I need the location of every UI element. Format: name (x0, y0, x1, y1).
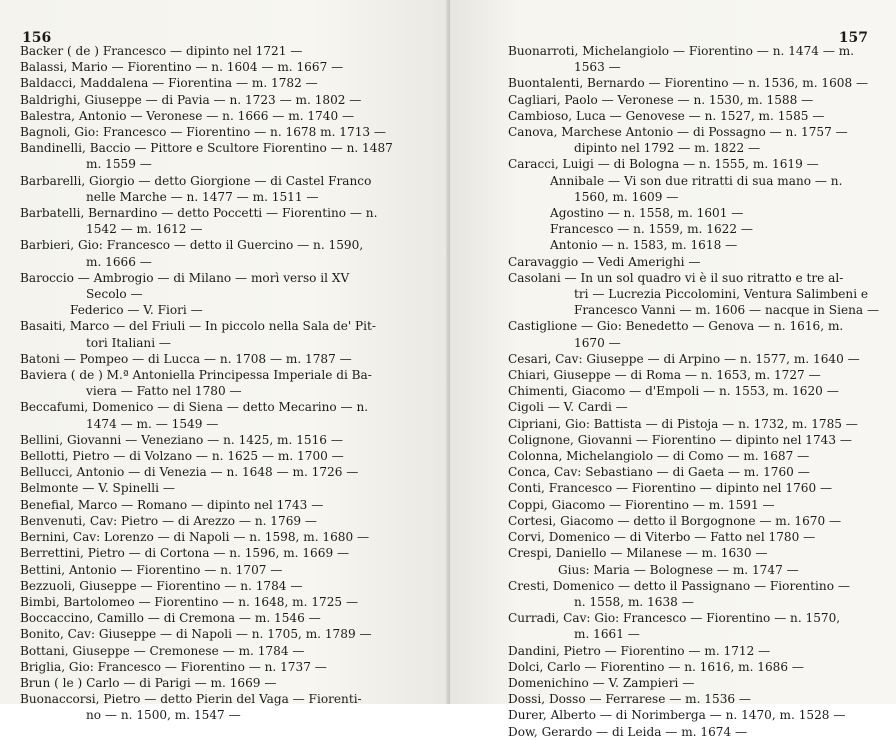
entry-line: Bandinelli, Baccio — Pittore e Scultore Fiorentino — n. 1487 (20, 141, 393, 156)
index-entry (508, 124, 880, 156)
index-entry (508, 497, 880, 513)
entry-line: Bettini, Antonio — Fiorentino — n. 1707 — (20, 562, 283, 577)
index-entry (508, 399, 880, 415)
entry-line: Dandini, Pietro — Fiorentino — m. 1712 — (508, 643, 771, 658)
index-entry (508, 643, 880, 659)
index-entry (20, 399, 368, 431)
index-entry (508, 270, 880, 319)
page-number: 156 (22, 30, 52, 46)
index-entry (508, 724, 880, 740)
entry-line: Curradi, Cav: Gio: Francesco — Fiorentino — n. 1570, (508, 611, 841, 626)
entry-continuation: no — n. 1500, m. 1547 — (86, 708, 241, 723)
entry-line: Canova, Marchese Antonio — di Possagno — n. 1757 — (508, 125, 848, 140)
entry-line: Boccaccino, Camillo — di Cremona — m. 1546 — (20, 611, 321, 626)
entry-line: Corvi, Domenico — di Viterbo — Fatto nel 1780 — (508, 530, 816, 545)
entry-line: Domenichino — V. Zampieri — (508, 675, 695, 690)
entry-continuation: 1563 — (574, 60, 621, 75)
index-entry (20, 92, 368, 108)
entry-line: Caravaggio — Vedi Amerighi — (508, 254, 701, 269)
index-entry (20, 205, 378, 237)
right-page (450, 0, 896, 739)
entry-line: Bottani, Giuseppe — Cremonese — m. 1784 — (20, 643, 305, 658)
index-entry (20, 140, 393, 172)
entry-line: Balestra, Antonio — Veronese — n. 1666 — m. 1740 — (20, 108, 355, 123)
entry-line: Barbieri, Gio: Francesco — detto il Guercino — n. 1590, (20, 238, 364, 253)
entry-continuation: dipinto nel 1792 — m. 1822 — (574, 141, 761, 156)
index-entry (508, 464, 880, 480)
index-entry (508, 545, 880, 561)
entry-line: Baldacci, Maddalena — Fiorentina — m. 1782 — (20, 76, 318, 91)
index-entry (20, 675, 368, 691)
entry-line: Backer ( de ) Francesco — dipinto nel 1721 — (20, 44, 303, 58)
entry-line: Barbarelli, Giorgio — detto Giorgione — di Castel Franco (20, 173, 372, 188)
entry-continuation: 1670 — (574, 335, 621, 350)
entry-line: Dow, Gerardo — di Leida — m. 1674 — (508, 724, 748, 739)
entry-line: Chimenti, Giacomo — d'Empoli — n. 1553, m. 1620 — (508, 384, 839, 399)
entry-line: Annibale — Vi son due ritratti di sua mano — n. (550, 173, 843, 188)
entry-line: Castiglione — Gio: Benedetto — Genova — n. 1616, m. (508, 319, 844, 334)
index-entry (20, 643, 368, 659)
index-entry (20, 497, 368, 513)
index-entry (508, 480, 880, 496)
entry-line: Cambioso, Luca — Genovese — n. 1527, m. 1585 — (508, 108, 825, 123)
index-entry (508, 254, 880, 270)
entry-line: Benvenuti, Cav: Pietro — di Arezzo — n. 1769 — (20, 513, 318, 528)
index-entry (20, 659, 368, 675)
index-entry (508, 75, 880, 91)
entry-line: Cortesi, Giacomo — detto il Borgognone — m. 1670 — (508, 513, 842, 528)
entry-line: Cigoli — V. Cardi — (508, 400, 628, 415)
entry-continuation: tori Italiani — (86, 335, 172, 350)
index-entry (20, 75, 368, 91)
entry-line: Batoni — Pompeo — di Lucca — n. 1708 — m. 1787 — (20, 351, 352, 366)
index-entry (508, 383, 880, 399)
index-entry (508, 237, 880, 253)
entry-line: Bonito, Cav: Giuseppe — di Napoli — n. 1705, m. 1789 — (20, 627, 372, 642)
index-entry (20, 173, 372, 205)
index-entry (508, 432, 880, 448)
entry-line: Baldrighi, Giuseppe — di Pavia — n. 1723 — m. 1802 — (20, 92, 362, 107)
index-entry (20, 464, 368, 480)
entry-line: Bernini, Cav: Lorenzo — di Napoli — n. 1598, m. 1680 — (20, 530, 370, 545)
entry-line: Bellucci, Antonio — di Venezia — n. 1648 — m. 1726 — (20, 465, 359, 480)
entry-line: Buonarroti, Michelangiolo — Fiorentino — n. 1474 — m. (508, 44, 855, 58)
entry-line: Colonna, Michelangiolo — di Como — m. 1687 — (508, 449, 810, 464)
entry-line: Conti, Francesco — Fiorentino — dipinto nel 1760 — (508, 481, 833, 496)
entry-continuation: viera — Fatto nel 1780 — (86, 384, 242, 399)
entry-line: Buontalenti, Bernardo — Fiorentino — n. 1536, m. 1608 — (508, 76, 869, 91)
entry-continuation: Secolo — (86, 287, 143, 302)
entry-line: Baviera ( de ) M.ª Antoniella Principessa Imperiale di Ba- (20, 368, 372, 383)
index-entry (508, 43, 880, 75)
entry-line: Conca, Cav: Sebastiano — di Gaeta — m. 1760 — (508, 465, 810, 480)
entry-line: Bezzuoli, Giuseppe — Fiorentino — n. 1784 — (20, 578, 303, 593)
index-entry (508, 513, 880, 529)
entry-line: Bimbi, Bartolomeo — Fiorentino — n. 1648, m. 1725 — (20, 594, 359, 609)
index-entry (508, 691, 880, 707)
page-number: 157 (838, 30, 868, 46)
index-entry (20, 270, 368, 302)
index-entry (20, 529, 368, 545)
entry-continuation: tri — Lucrezia Piccolomini, Ventura Salimbeni e (574, 287, 869, 302)
entry-line: Brun ( le ) Carlo — di Parigi — m. 1669 — (20, 675, 277, 690)
entry-line: Coppi, Giacomo — Fiorentino — m. 1591 — (508, 497, 775, 512)
index-entry (20, 367, 372, 399)
entry-line: Buonaccorsi, Pietro — detto Pierin del Vaga — Fiorenti- (20, 692, 362, 707)
entry-line: Belmonte — V. Spinelli — (20, 481, 175, 496)
index-entry (20, 626, 372, 642)
entry-continuation: 1542 — m. 1612 — (86, 222, 203, 237)
entry-line: Cagliari, Paolo — Veronese — n. 1530, m. 1588 — (508, 92, 814, 107)
index-entry (20, 108, 368, 124)
entry-continuation: m. 1661 — (574, 627, 640, 642)
index-entry (508, 707, 880, 723)
index-entry (508, 367, 880, 383)
entry-continuation: m. 1559 — (86, 157, 152, 172)
index-entry (20, 432, 368, 448)
entry-line: Cresti, Domenico — detto il Passignano — Fiorentino — (508, 578, 850, 593)
index-entry (20, 610, 368, 626)
entry-line: Casolani — In un sol quadro vi è il suo ritratto e tre al- (508, 270, 844, 285)
index-entry (508, 416, 880, 432)
index-entry (508, 578, 880, 610)
index-entry (20, 691, 368, 723)
entry-continuation: Francesco Vanni — m. 1606 — nacque in Siena — (574, 303, 880, 318)
entry-line: Dolci, Carlo — Fiorentino — n. 1616, m. 1686 — (508, 659, 805, 674)
entry-continuation: 1474 — m. — 1549 — (86, 416, 219, 431)
index-entry (508, 610, 880, 642)
index-entry (508, 205, 880, 221)
entry-line: Gius: Maria — Bolognese — m. 1747 — (558, 562, 799, 577)
index-entry (20, 124, 387, 140)
entry-line: Agostino — n. 1558, m. 1601 — (550, 206, 744, 221)
entry-line: Federico — V. Fiori — (70, 303, 203, 318)
index-entry (20, 480, 368, 496)
entry-line: Bellini, Giovanni — Veneziano — n. 1425, m. 1516 — (20, 432, 343, 447)
entry-line: Cipriani, Gio: Battista — di Pistoja — n. 1732, m. 1785 — (508, 416, 858, 431)
index-entry (20, 545, 368, 561)
entry-line: Dossi, Dosso — Ferrarese — m. 1536 — (508, 692, 752, 707)
entry-continuation: n. 1558, m. 1638 — (574, 594, 694, 609)
index-entry (508, 448, 880, 464)
entry-line: Colignone, Giovanni — Fiorentino — dipinto nel 1743 — (508, 432, 853, 447)
entry-line: Bellotti, Pietro — di Volzano — n. 1625 — m. 1700 — (20, 449, 344, 464)
index-entry (20, 513, 368, 529)
entry-line: Caracci, Luigi — di Bologna — n. 1555, m. 1619 — (508, 157, 819, 172)
entry-line: Chiari, Giuseppe — di Roma — n. 1653, m. 1727 — (508, 368, 821, 383)
index-entry (20, 302, 368, 318)
index-entry (508, 221, 880, 237)
index-entry (508, 562, 880, 578)
entry-line: Basaiti, Marco — del Friuli — In piccolo nella Sala de' Pit- (20, 319, 376, 334)
entry-line: Baroccio — Ambrogio — di Milano — morì verso il XV (20, 270, 350, 285)
index-entry (20, 351, 368, 367)
entry-line: Briglia, Gio: Francesco — Fiorentino — n. 1737 — (20, 659, 327, 674)
entry-continuation: 1560, m. 1609 — (574, 189, 679, 204)
index-entry (20, 562, 368, 578)
index-entry (508, 529, 880, 545)
entry-line: Durer, Alberto — di Norimberga — n. 1470, m. 1528 — (508, 708, 846, 723)
index-entry (20, 594, 368, 610)
entry-list (20, 43, 393, 724)
entry-continuation: nelle Marche — n. 1477 — m. 1511 — (86, 189, 319, 204)
entry-line: Crespi, Daniello — Milanese — m. 1630 — (508, 546, 768, 561)
index-entry (20, 578, 368, 594)
index-entry (20, 318, 376, 350)
index-entry (20, 237, 368, 269)
entry-line: Barbatelli, Bernardino — detto Poccetti — Fiorentino — n. (20, 206, 378, 221)
entry-line: Antonio — n. 1583, m. 1618 — (550, 238, 738, 253)
index-entry (20, 43, 368, 59)
entry-line: Bagnoli, Gio: Francesco — Fiorentino — n. 1678 m. 1713 — (20, 125, 387, 140)
index-entry (508, 675, 880, 691)
index-entry (508, 659, 880, 675)
entry-list (508, 43, 880, 740)
index-entry (508, 351, 880, 367)
entry-line: Beccafumi, Domenico — di Siena — detto Mecarino — n. (20, 400, 369, 415)
index-entry (508, 173, 880, 205)
left-page (0, 0, 450, 723)
entry-line: Francesco — n. 1559, m. 1622 — (550, 222, 753, 237)
index-entry (508, 108, 880, 124)
entry-line: Cesari, Cav: Giuseppe — di Arpino — n. 1577, m. 1640 — (508, 351, 860, 366)
entry-continuation: m. 1666 — (86, 254, 152, 269)
entry-line: Benefial, Marco — Romano — dipinto nel 1743 — (20, 497, 324, 512)
index-entry (508, 156, 880, 172)
index-entry (20, 59, 368, 75)
entry-line: Berrettini, Pietro — di Cortona — n. 1596, m. 1669 — (20, 546, 350, 561)
entry-line: Balassi, Mario — Fiorentino — n. 1604 — m. 1667 — (20, 60, 344, 75)
index-entry (20, 448, 368, 464)
index-entry (508, 318, 880, 350)
index-entry (508, 92, 880, 108)
